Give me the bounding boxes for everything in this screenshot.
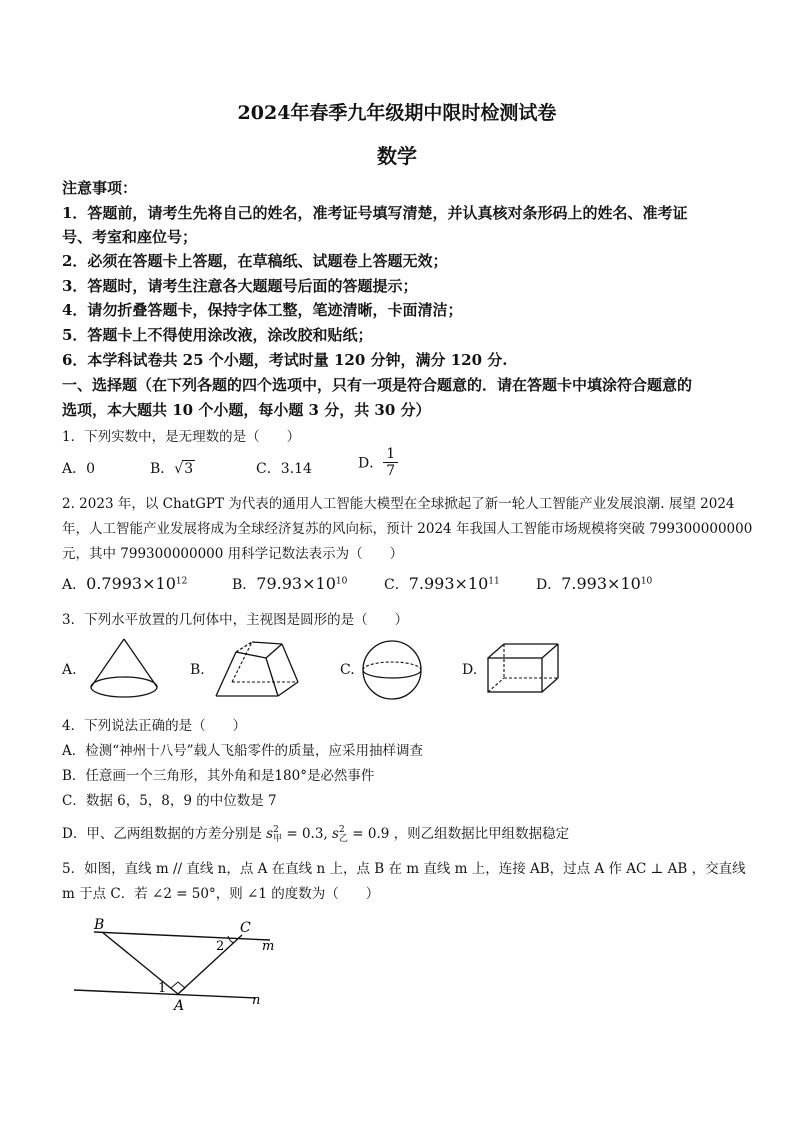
q1-option-b: B．√3 [150,461,194,477]
cone-icon [88,635,160,701]
q4-option-b: B．任意画一个三角形，其外角和是180°是必然事件 [62,768,375,784]
q3-option-b-label: B. [190,662,205,678]
point-b-label: B [94,917,105,933]
question-4-stem: 4．下列说法正确的是（ ） [62,718,247,734]
q3-option-c-label: C. [340,662,355,678]
question-1-stem: 1．下列实数中，是无理数的是（ ） [62,429,301,445]
notice-item: 号、考室和座位号； [62,228,198,246]
q1-option-d: D． $\frac{1}{7}$ [358,446,398,479]
q4-option-d: D．甲、乙两组数据的方差分别是 s 2 甲 = 0.3, s 2 乙 = 0.9 ，则乙组数据比甲组数据稳定 [62,824,570,844]
q1-option-a: A．0 [62,461,96,477]
line-n-label: n [252,993,261,1008]
q1-option-c: C．3.14 [256,461,312,477]
point-a-label: A [174,998,185,1012]
fraction: $\frac{1}{7}$ [383,446,398,479]
question-5-line: 5．如图，直线 m // 直线 n，点 A 在直线 n 上，点 B 在 m 直线 m 上，连接 AB，过点 A 作 AC ⊥ AB ，交直线 [62,861,746,877]
question-2-line: 2. 2023 年，以 ChatGPT 为代表的通用人工智能大模型在全球掀起了新一轮人工智能产业发展浪潮. 展望 2024 [62,496,735,512]
notice-heading: 注意事项： [62,179,138,197]
point-c-label: C [240,920,251,936]
notice-item: 5．答题卡上不得使用涂改液，涂改胶和贴纸； [62,326,373,344]
notice-item: 4．请勿折叠答题卡，保持字体工整，笔迹清晰，卡面清洁； [62,301,463,319]
exam-title: 2024年春季九年级期中限时检测试卷 [237,102,557,124]
q2-option-a: A．$0.7993\times 10^{12}$ [62,574,188,593]
sphere-icon [360,638,426,704]
notice-item: 1．答题前，请考生先将自己的姓名，准考证号填写清楚，并认真核对条形码上的姓名、准考证 [62,204,688,222]
frustum-icon [212,638,302,700]
cuboid-icon [484,640,562,696]
question-3-stem: 3．下列水平放置的几何体中，主视图是圆形的是（ ） [62,612,409,628]
section-heading: 一、选择题（在下列各题的四个选项中，只有一项是符合题意的．请在答题卡中填涂符合题意的 [62,376,693,394]
q3-option-a-label: A. [62,662,77,678]
q2-option-b: B．$79.93\times 10^{10}$ [232,574,348,593]
notice-item: 6．本学科试卷共 25 个小题，考试时量 120 分钟，满分 120 分. [62,351,508,369]
q4-option-a: A．检测“神州十八号”载人飞船零件的质量，应采用抽样调查 [62,743,424,759]
q2-option-c: C．$7.993\times 10^{11}$ [384,574,500,593]
q2-option-d: D．$7.993\times 10^{10}$ [536,574,653,593]
question-5-line: m 于点 C．若 ∠2 = 50°，则 ∠1 的度数为（ ） [62,886,380,902]
line-m-label: m [262,939,275,954]
subject-title: 数学 [377,144,417,168]
question-2-line: 年，人工智能产业发展将成为全球经济复苏的风向标，预计 2024 年我国人工智能市场规模将突破 799300000000 [62,521,753,537]
radical-sign: √ [174,461,184,477]
section-heading-cont: 选项，本大题共 10 个小题，每小题 3 分，共 30 分） [62,401,431,419]
q3-option-d-label: D. [462,662,478,678]
angle-1-label: 1 [158,981,167,996]
angle-2-label: 2 [216,939,225,954]
q4-option-c: C．数据 6，5，8，9 的中位数是 7 [62,793,277,809]
question-2-line: 元，其中 799300000000 用科学记数法表示为（ ） [62,546,404,562]
parallel-lines-figure [70,912,280,1012]
notice-item: 2．必须在答题卡上答题，在草稿纸、试题卷上答题无效； [62,252,448,270]
notice-item: 3．答题时，请考生注意各大题题号后面的答题提示； [62,277,418,295]
